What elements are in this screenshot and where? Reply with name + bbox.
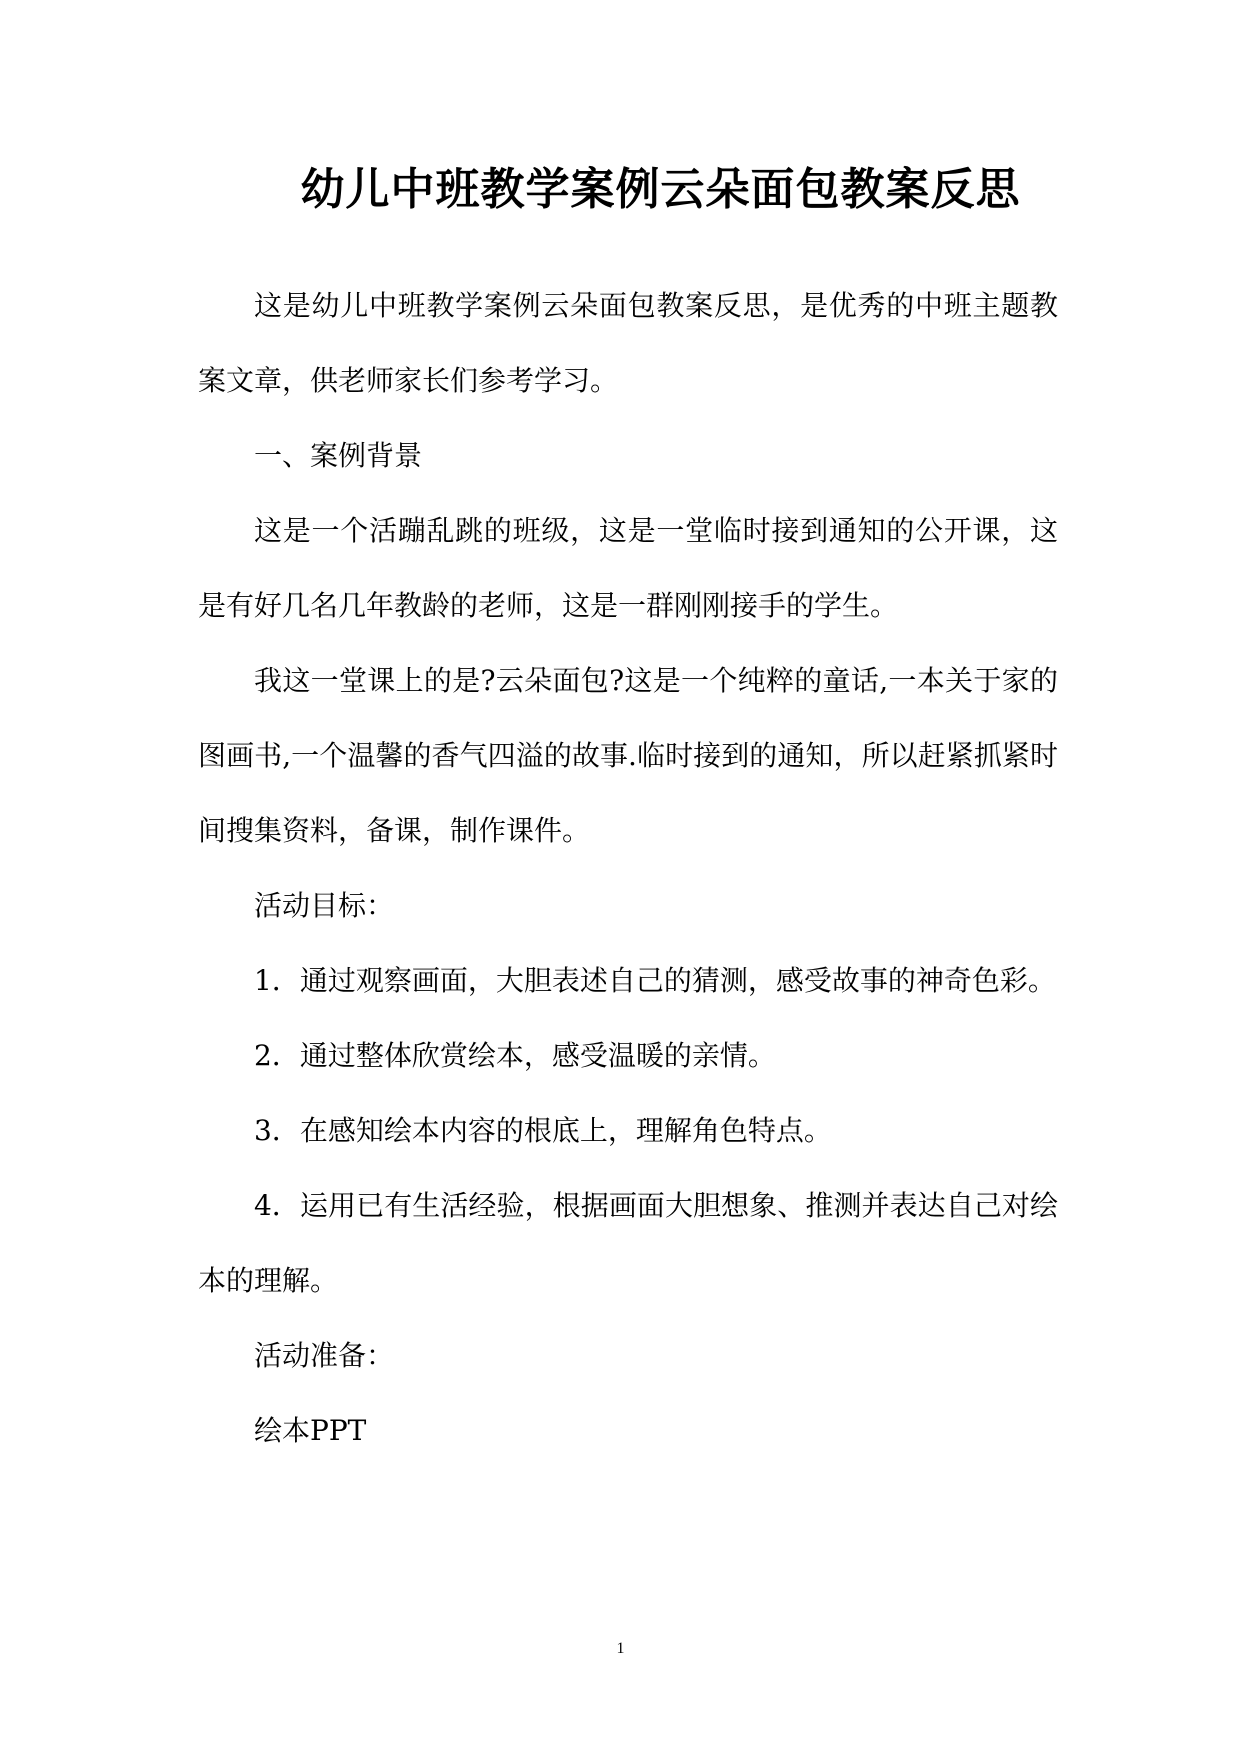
- activity-prep-heading: 活动准备：: [254, 1339, 395, 1372]
- document-body: [198, 268, 1058, 1468]
- goal-item-2: 2．通过整体欣赏绘本，感受温暖的亲情。: [254, 1039, 776, 1072]
- activity-goals-heading: 活动目标：: [254, 889, 395, 922]
- goal-item-1: 1．通过观察画面，大胆表述自己的猜测，感受故事的神奇色彩。: [254, 964, 1056, 997]
- section-heading-background: 一、案例背景: [254, 439, 423, 472]
- intro-paragraph: 这是幼儿中班教学案例云朵面包教案反思，是优秀的中班主题教案文章，供老师家长们参考学习。: [198, 289, 1058, 397]
- page-number: 1: [616, 1640, 625, 1657]
- document-title: 幼儿中班教学案例云朵面包教案反思: [300, 164, 1021, 215]
- goal-item-4: 4．运用已有生活经验，根据画面大胆想象、推测并表达自己对绘本的理解。: [198, 1189, 1058, 1297]
- activity-prep-item: 绘本PPT: [254, 1414, 367, 1447]
- goal-item-3: 3．在感知绘本内容的根底上，理解角色特点。: [254, 1114, 832, 1147]
- background-paragraph-2: 我这一堂课上的是?云朵面包?这是一个纯粹的童话,一本关于家的图画书,一个温馨的香气四溢的故事.临时接到的通知，所以赶紧抓紧时间搜集资料，备课，制作课件。: [198, 664, 1058, 847]
- background-paragraph-1: 这是一个活蹦乱跳的班级，这是一堂临时接到通知的公开课，这是有好几名几年教龄的老师，这是一群刚刚接手的学生。: [198, 514, 1058, 622]
